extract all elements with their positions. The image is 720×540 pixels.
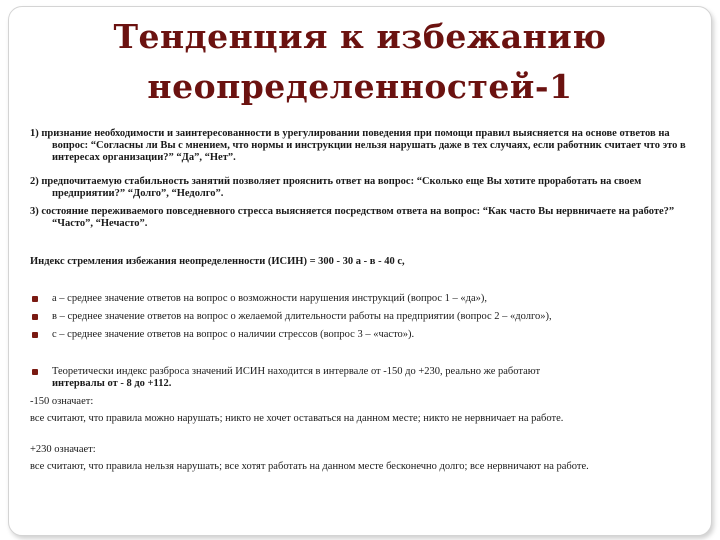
bullet-c [30,329,680,341]
bullet-marker [32,369,38,375]
range-note [30,366,680,390]
title-line-1: Тенденция к избежанию [113,17,607,56]
title-line-2: неопределенностей-1 [147,67,573,106]
point-3: 3) состояние переживаемого повседневного стресса выясняется посредством ответа на вопрос: “Как часто Вы нервничаете на работе?” “Часто”, “Нечасто”. [30,206,675,229]
bullet-c-text: с – среднее значение ответов на вопрос о наличии стрессов (вопрос 3 – «часто»). [52,329,415,340]
bullet-a [30,293,680,305]
range-note-part1: Теоретически индекс разброса значений ИСИН находится в интервале от -150 до +230, реально же работают [52,366,541,377]
plus230-label: +230 означает: [30,444,96,455]
minus150-text: все считают, что правила можно нарушать; никто не хочет оставаться на данном месте; никто не нервничает на работе. [30,413,564,424]
bullet-marker [32,314,38,320]
bullet-b [30,311,680,323]
range-note-part2: интервалы от - 8 до +112. [52,378,172,389]
minus150-label: -150 означает: [30,396,94,407]
bullet-marker [32,296,38,302]
index-formula: Индекс стремления избежания неопределенности (ИСИН) = 300 - 30 а - в - 40 с, [30,256,405,267]
bullet-a-text: а – среднее значение ответов на вопрос о возможности нарушения инструкций (вопрос 1 – «да»), [52,293,488,304]
bullet-b-text: в – среднее значение ответов на вопрос о желаемой длительности работы на предприятии (вопрос 2 – «долго»), [52,311,552,322]
plus230-text: все считают, что правила нельзя нарушать; все хотят работать на данном месте бесконечно долго; все нервничают на работе. [30,461,589,472]
bullet-marker [32,332,38,338]
slide-title [0,12,720,112]
point-1: 1) признание необходимости и заинтересованности в урегулировании поведения при помощи правил выясняется на основе ответов на вопрос: “Согласны ли Вы с мнением, что нормы и инструкции нельзя нарушать даже в тех случаях, если работник считает что это в интересах организации?” “Да”, “Нет”. [30,128,686,163]
point-2: 2) предпочитаемую стабильность занятий позволяет прояснить ответ на вопрос: “Сколько еще Вы хотите проработать на своем предприятии?” “Долго”, “Недолго”. [30,176,642,199]
